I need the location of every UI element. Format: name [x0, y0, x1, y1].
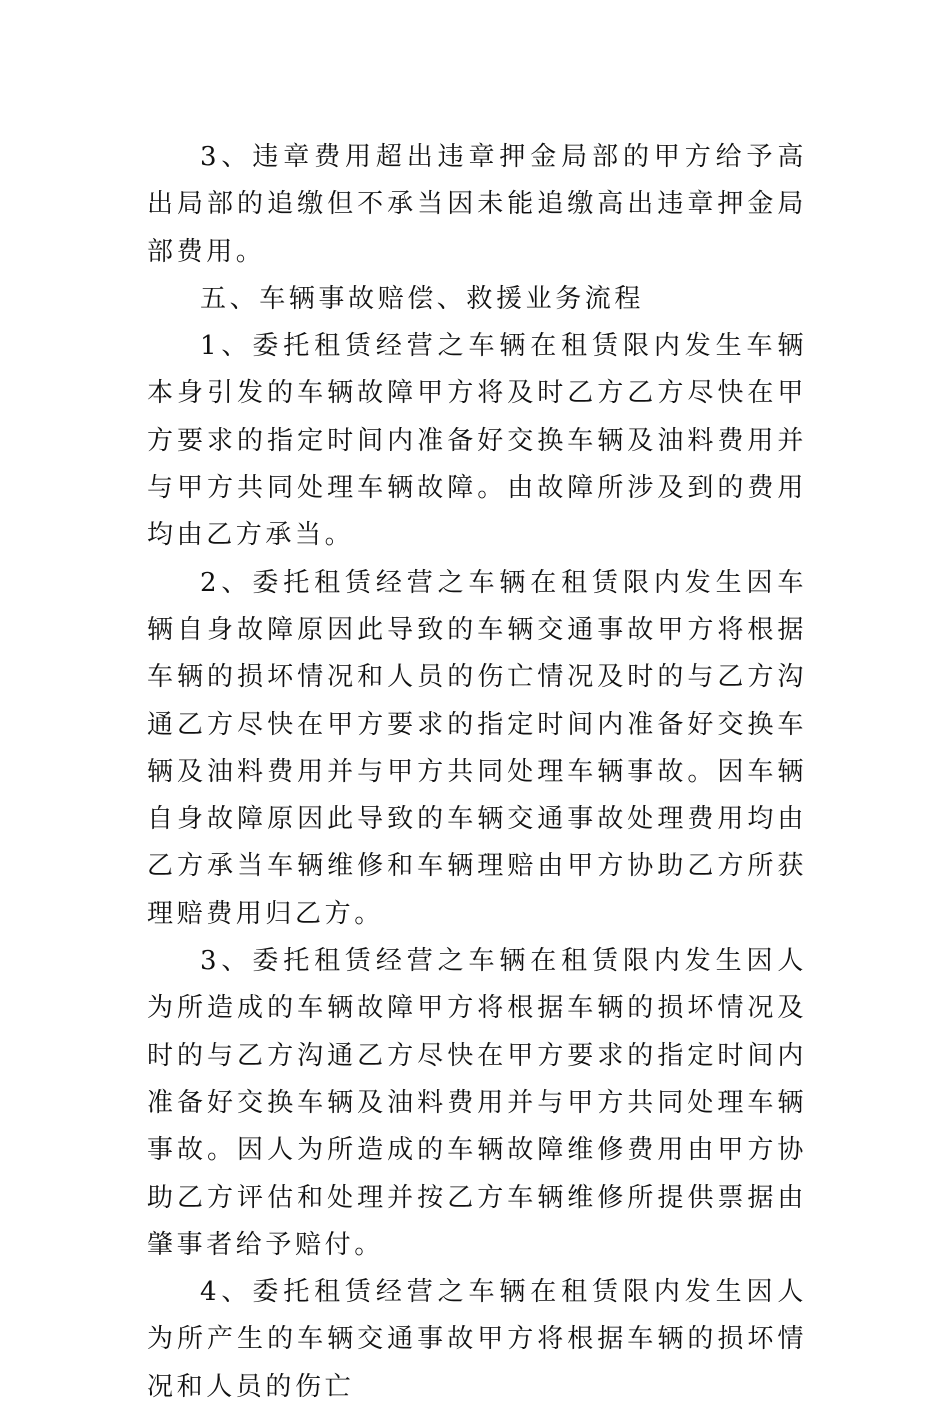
document-body [147, 134, 807, 1411]
section-heading-accident-compensation: 五、车辆事故赔偿、救援业务流程 [200, 283, 645, 314]
paragraph-violation-fees: 3、违章费用超出违章押金局部的甲方给予高出局部的追缴但不承当因未能追缴高出违章押金局部费用。 [147, 142, 807, 267]
paragraph-clause-3: 3、委托租赁经营之车辆在租赁限内发生因人为所造成的车辆故障甲方将根据车辆的损坏情况及时的与乙方沟通乙方尽快在甲方要求的指定时间内准备好交换车辆及油料费用并与甲方共同处理车辆事故。因人为所造成的车辆故障维修费用由甲方协助乙方评估和处理并按乙方车辆维修所提供票据由肇事者给予赔付。 [147, 946, 807, 1260]
paragraph-clause-4: 4、委托租赁经营之车辆在租赁限内发生因人为所产生的车辆交通事故甲方将根据车辆的损坏情况和人员的伤亡 [147, 1277, 807, 1402]
paragraph-clause-1: 1、委托租赁经营之车辆在租赁限内发生车辆本身引发的车辆故障甲方将及时乙方乙方尽快在甲方要求的指定时间内准备好交换车辆及油料费用并与甲方共同处理车辆故障。由故障所涉及到的费用均由乙方承当。 [147, 331, 807, 551]
paragraph-clause-2: 2、委托租赁经营之车辆在租赁限内发生因车辆自身故障原因此导致的车辆交通事故甲方将根据车辆的损坏情况和人员的伤亡情况及时的与乙方沟通乙方尽快在甲方要求的指定时间内准备好交换车辆及油料费用并与甲方共同处理车辆事故。因车辆自身故障原因此导致的车辆交通事故处理费用均由乙方承当车辆维修和车辆理赔由甲方协助乙方所获理赔费用归乙方。 [147, 567, 807, 929]
